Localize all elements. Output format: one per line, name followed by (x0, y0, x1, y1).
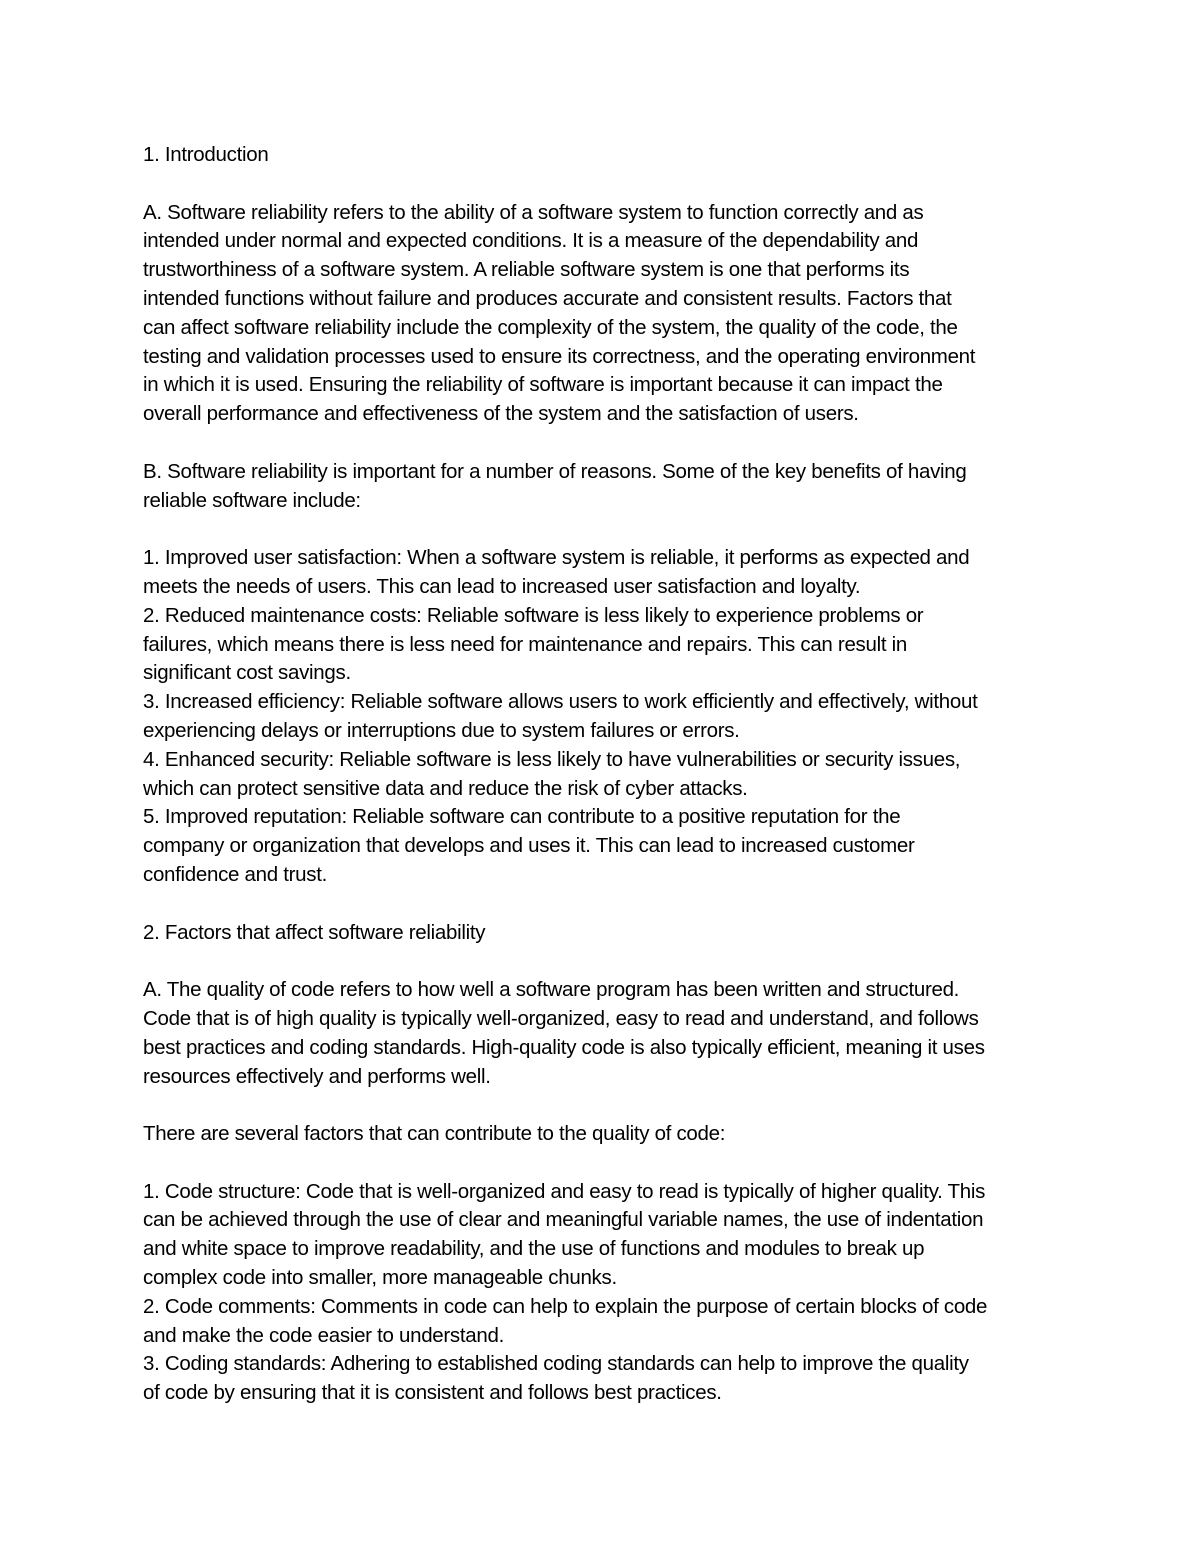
blank-line (143, 429, 1073, 458)
list-item-line: of code by ensuring that it is consistent and follows best practices. (143, 1381, 722, 1405)
list-item-line: and make the code easier to understand. (143, 1323, 504, 1347)
list-item-line: 1. Code structure: Code that is well-organized and easy to read is typically of higher quality. This (143, 1179, 986, 1203)
blank-line (143, 170, 1073, 199)
text-line: A. The quality of code refers to how well a software program has been written and structured. (143, 978, 960, 1002)
blank-line (143, 515, 1073, 544)
list-item-line: can be achieved through the use of clear and meaningful variable names, the use of indentation (143, 1208, 984, 1232)
list-item-line: 5. Improved reputation: Reliable software can contribute to a positive reputation for the (143, 805, 901, 829)
paragraph-definition (143, 199, 1073, 429)
list-item-line: 3. Increased efficiency: Reliable software allows users to work efficiently and effectively, without (143, 690, 978, 714)
list-item-line: 4. Enhanced security: Reliable software is less likely to have vulnerabilities or security issues, (143, 747, 961, 771)
text-line: Code that is of high quality is typically well-organized, easy to read and understand, and follows (143, 1006, 979, 1030)
text-line: testing and validation processes used to ensure its correctness, and the operating environment (143, 344, 976, 368)
list-item-line: experiencing delays or interruptions due to system failures or errors. (143, 718, 740, 742)
text-line: intended functions without failure and produces accurate and consistent results. Factors that (143, 286, 952, 310)
text-line: reliable software include: (143, 488, 361, 512)
list-item-line: failures, which means there is less need for maintenance and repairs. This can result in (143, 632, 908, 656)
list-item-line: 2. Reduced maintenance costs: Reliable software is less likely to experience problems or (143, 603, 924, 627)
section-heading-factors: 2. Factors that affect software reliability (143, 920, 486, 944)
blank-line (143, 947, 1073, 976)
text-line: intended under normal and expected conditions. It is a measure of the dependability and (143, 229, 919, 253)
quality-factors-list (143, 1178, 1073, 1408)
list-item-line: meets the needs of users. This can lead to increased user satisfaction and loyalty. (143, 574, 861, 598)
document-page (143, 141, 1073, 1408)
list-item-line: significant cost savings. (143, 661, 351, 685)
text-line: A. Software reliability refers to the ability of a software system to function correctly and as (143, 200, 924, 224)
section-heading-introduction: 1. Introduction (143, 143, 269, 166)
text-line: B. Software reliability is important for a number of reasons. Some of the key benefits of having (143, 459, 967, 483)
text-line: can affect software reliability include the complexity of the system, the quality of the code, the (143, 315, 958, 339)
paragraph-importance (143, 458, 1073, 516)
list-item-line: and white space to improve readability, and the use of functions and modules to break up (143, 1237, 925, 1261)
list-item-line: 2. Code comments: Comments in code can help to explain the purpose of certain blocks of code (143, 1294, 988, 1318)
benefits-list (143, 544, 1073, 890)
text-line: overall performance and effectiveness of the system and the satisfaction of users. (143, 402, 859, 426)
list-item-line: confidence and trust. (143, 862, 328, 886)
paragraph-code-quality (143, 976, 1073, 1091)
blank-line (143, 1091, 1073, 1120)
list-item-line: which can protect sensitive data and reduce the risk of cyber attacks. (143, 776, 748, 800)
blank-line (143, 1149, 1073, 1178)
list-item-line: 3. Coding standards: Adhering to established coding standards can help to improve the quality (143, 1352, 969, 1376)
paragraph-quality-intro: There are several factors that can contribute to the quality of code: (143, 1122, 726, 1146)
text-line: trustworthiness of a software system. A reliable software system is one that performs its (143, 258, 910, 282)
list-item-line: company or organization that develops and uses it. This can lead to increased customer (143, 834, 915, 858)
list-item-line: 1. Improved user satisfaction: When a software system is reliable, it performs as expected and (143, 546, 970, 570)
text-line: in which it is used. Ensuring the reliability of software is important because it can impact the (143, 373, 943, 397)
list-item-line: complex code into smaller, more manageable chunks. (143, 1266, 617, 1290)
text-line: resources effectively and performs well. (143, 1064, 491, 1088)
blank-line (143, 890, 1073, 919)
text-line: best practices and coding standards. High-quality code is also typically efficient, meaning it uses (143, 1035, 985, 1059)
